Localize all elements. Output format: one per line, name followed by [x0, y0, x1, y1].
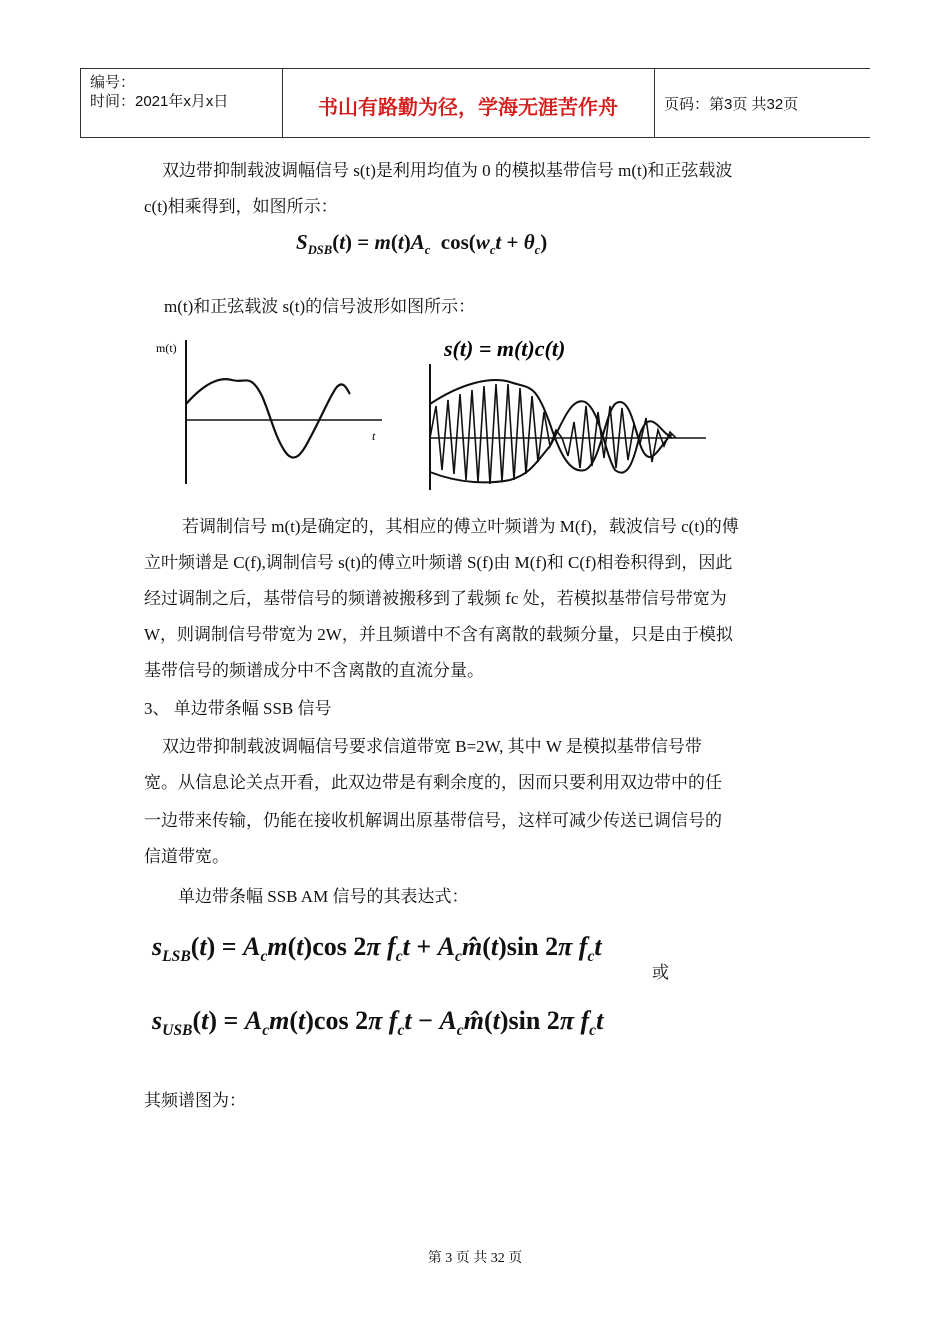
paragraph-4-line-2: 宽。从信息论关点开看，此双边带是有剩余度的，因而只要利用双边带中的任 — [144, 773, 722, 792]
header-divider-2 — [654, 69, 655, 137]
paragraph-2: m(t)和正弦载波 s(t)的信号波形如图所示： — [164, 297, 476, 316]
paragraph-1-line-2: c(t)相乘得到，如图所示： — [144, 197, 338, 216]
header-date-label: 时间：2021年x月x日 — [90, 93, 229, 110]
header-left-cell — [90, 73, 228, 111]
paragraph-3-line-4: W，则调制信号带宽为 2W，并且频谱中不含有离散的载频分量，只是由于模拟 — [144, 625, 733, 644]
equation-usb: $s_{USB}(t) = A_cm(t)\cos$ 2π $f_ct$ − $A_cm̂(t)\sin$ 2π $f_ct$ — [152, 1006, 604, 1040]
page-footer: 第 3 页 共 32 页 — [427, 1251, 523, 1266]
header-page-code: 页码：第3页 共32页 — [664, 96, 799, 113]
paragraph-4-line-3: 一边带来传输，仍能在接收机解调出原基带信号，这样可减少传送已调信号的 — [144, 811, 722, 830]
paragraph-6: 其频谱图为： — [144, 1091, 246, 1110]
paragraph-3-line-1: 若调制信号 m(t)是确定的，其相应的傅立叶频谱为 M(f)，载波信号 c(t)的傅 — [182, 517, 739, 536]
figure-s-equation: s(t) = m(t)c(t) — [444, 336, 566, 361]
paragraph-4-line-1: 双边带抑制载波调幅信号要求信道带宽 B=2W, 其中 W 是模拟基带信号带 — [162, 737, 702, 756]
figure-m-curve — [186, 379, 350, 457]
figure-t-label: t — [372, 429, 376, 443]
or-word: 或 — [652, 963, 669, 982]
paragraph-3-line-3: 经过调制之后，基带信号的频谱被搬移到了载频 fc 处，若模拟基带信号带宽为 — [144, 589, 727, 608]
header-table — [80, 68, 870, 138]
section-3-heading: 3、 单边带条幅 SSB 信号 — [144, 699, 332, 718]
equation-dsb: $S_{DSB}(t) = m(t)A_c$ $\cos(w_ct + \theta_c)$ — [296, 230, 548, 258]
figure-s-envelope-upper — [430, 380, 672, 470]
equation-lsb: $s_{LSB}(t) = A_cm(t)\cos$ 2π $f_ct$ + $A_cm̂(t)\sin$ 2π $f_ct$ — [152, 932, 602, 966]
figure-m-label: m(t) — [156, 341, 177, 355]
paragraph-4-line-4: 信道带宽。 — [144, 847, 229, 866]
paragraph-5: 单边带条幅 SSB AM 信号的其表达式： — [178, 887, 469, 906]
header-border-left — [80, 69, 81, 137]
header-number-label: 编号： — [90, 74, 136, 91]
paragraph-3-line-5: 基带信号的频谱成分中不含离散的直流分量。 — [144, 661, 484, 680]
paragraph-3-line-2: 立叶频谱是 C(f),调制信号 s(t)的傅立叶频谱 S(f)由 M(f)和 C(f)相卷积得到，因此 — [144, 553, 733, 572]
figure-baseband-waveform — [150, 334, 390, 494]
paragraph-1-line-1: 双边带抑制载波调幅信号 s(t)是利用均值为 0 的模拟基带信号 m(t)和正弦载波 — [162, 161, 733, 180]
figure-modulated-waveform — [420, 334, 710, 494]
header-motto: 书山有路勤为径，学海无涯苦作舟 — [318, 95, 618, 119]
